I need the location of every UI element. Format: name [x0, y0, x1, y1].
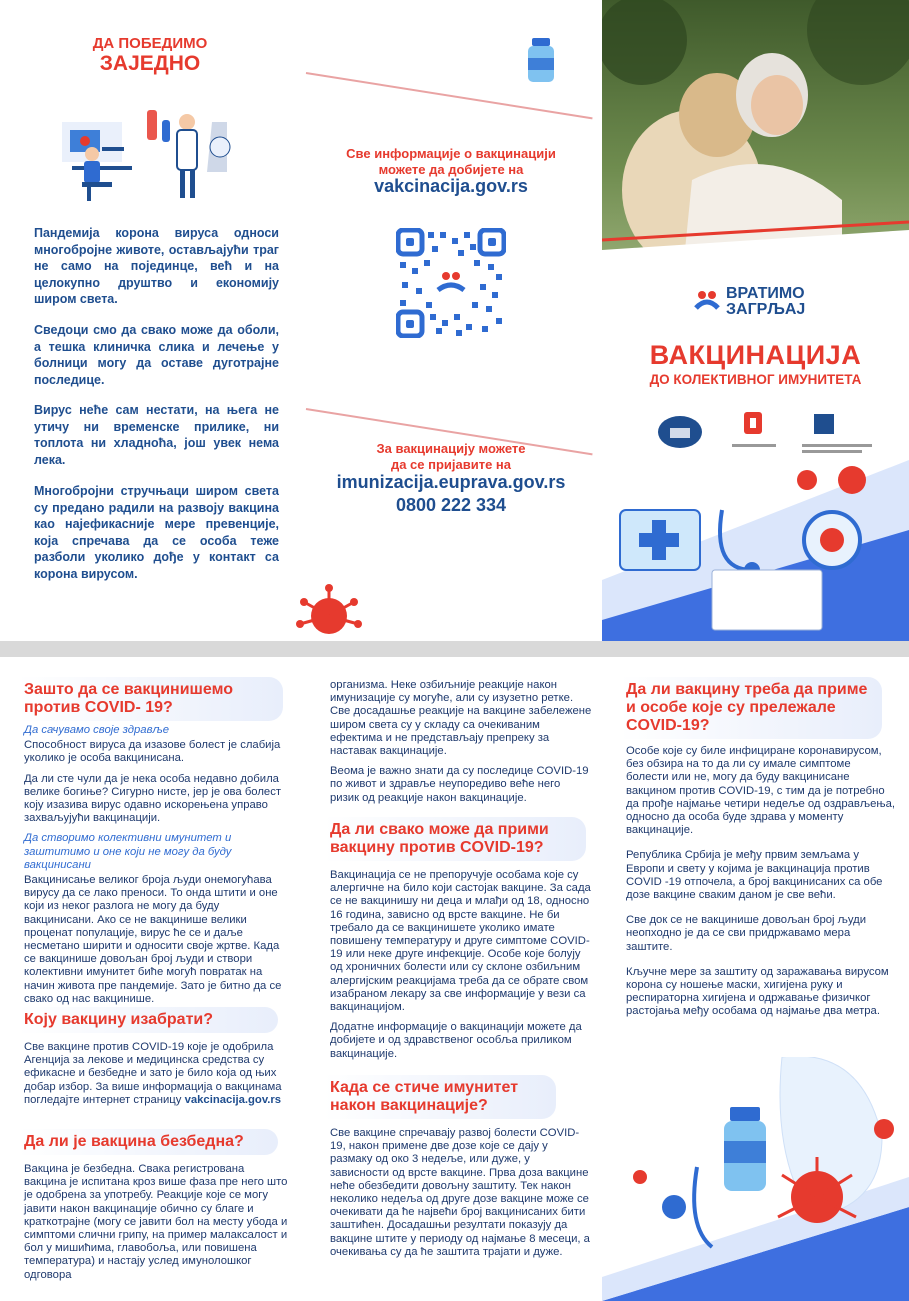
- paragraph: Вакцинација се не препоручује особама које су алергичне на било који састојак вакцине. За сада се не вакцинишу ни деца и млађи од 18, односно 16 година, зависно од врсте вакцине. Не би требало да се вакцинишете уколико имате повишену температуру и друге симптоме COVID-19 или неке друге инфекције. Особе које болују од хроничних болести или су склоне озбиљним алергијским реакцијама треба да се обрате свом изабраном лекару за све информације у вези са вакцинацијом.: [330, 869, 591, 1014]
- cover-front-panel: [602, 0, 909, 641]
- register-heading: [300, 441, 602, 473]
- brochure-subtitle: ДО КОЛЕКТИВНОГ ИМУНИТЕТА: [649, 372, 862, 387]
- who-can-receive-text: [330, 869, 592, 1068]
- inside-column-2: [300, 657, 602, 1301]
- which-vaccine-text: [24, 1041, 288, 1107]
- paragraph: Особе које су биле инфициране коронавирусом, без обзира на то да ли су имале симптоме болести или не, могу да буду вакцинисане вакцином против COVID-19, с тим да је потребно да прође најмање четири недеље од оздрављења, односно да особа буде здрава у моменту вакцинације.: [626, 745, 896, 837]
- immunity-timing-heading: Када се стиче имунитет након вакцинације?: [324, 1075, 556, 1119]
- vakcinacija-inline-link[interactable]: vakcinacija.gov.rs: [184, 1093, 282, 1106]
- paragraph: Способност вируса да изазове болест је слабија уколико је особа вакцинисана.: [24, 739, 281, 765]
- info-line2: можете да добијете на: [378, 162, 524, 177]
- hug-photo: [602, 0, 909, 280]
- paragraph: Вакцинисање великог броја људи онемогућава вирусу да се лако преноси. То онда штити и оне који из неког разлога не могу да буду вакцинисани. Ако се не вакцинише велики проценат популације, вирус ће се и даље несметано ширити и односити своје жртве. Када се вакцинише довољан број људи и створи колективни имунитет биће могућ повратак на начин живота пре пандемије. Зато је битно да се свако од нас вакцинише.: [24, 874, 282, 1005]
- safety-continued-text: [330, 679, 592, 812]
- which-vaccine-heading: Коју вакцину изабрати?: [18, 1007, 278, 1033]
- qr-code[interactable]: [396, 228, 506, 338]
- brochure-title: ВАКЦИНАЦИЈА: [649, 340, 862, 370]
- euprava-link[interactable]: imunizacija.euprava.gov.rs: [336, 472, 566, 492]
- paragraph: Република Србија је међу првим земљама у Европи и свету у којима је вакцинација против COVID -19 отпочела, а број вакцинисаних са обе дозе вакцине сваким даном је све већи.: [626, 849, 883, 902]
- vaccine-vial-icon: [510, 32, 570, 92]
- who-can-receive-heading: Да ли свако може да прими вакцину против COVID-19?: [324, 817, 586, 861]
- phone-number[interactable]: 0800 222 334: [395, 495, 507, 515]
- intro-paragraph-1: Пандемија корона вируса односи многобројне животе, остављајући траг не само на појединце, већ и на целокупно друштво и економију широм света.: [34, 226, 279, 306]
- brochure-inside: [0, 657, 909, 1301]
- medical-illustration: [602, 420, 909, 641]
- intro-paragraph-4: Многобројни стручњаци широм света су предано радили на развоју вакцина као најефикасније мере превенције, која спречава да се особа теже разболи уколико дође у контакт са корона вирусом.: [34, 484, 279, 581]
- lab-scientists-illustration: [62, 92, 242, 202]
- subheading-protect-health: Да сачувамо своје здравље: [24, 724, 170, 736]
- paragraph: Кључне мере за заштиту од заражавања вирусом корона су ношење маски, хигијена руку и респираторна хигијена и одржавање физичког растојања међу особама од најмање два метра.: [626, 965, 889, 1018]
- paragraph: Све док се не вакцинише довољан број људи неопходно је да се сви придржавамо мера заштите.: [626, 914, 867, 953]
- slogan: [0, 34, 300, 74]
- virus-icon: [294, 580, 364, 640]
- intro-paragraph-3: Вирус неће сам нестати, на њега не утичу ни временске прилике, ни топлота ни хладноћа, још увек нема лека.: [34, 403, 279, 467]
- intro-paragraph-2: Сведоци смо да свако може да оболи, а тешка клиничка слика и лечење у болници могу да оставе дуготрајне последице.: [34, 323, 279, 387]
- cover-middle-panel: [300, 0, 602, 641]
- immunity-timing-text: Све вакцине спречавају развој болести COVID-19, након примене две дозе које се дају у размаку од око 3 недеље, или дуже, у зависности од врсте вакцине. Прва доза вакцине неће обезбедити довољну заштиту. Тек након неколико недеља од друге дозе вакцине може се очекивати да ће највећи број вакцинисаних бити заштићен. Досадашњи резултати показују да вакцине штите у периоду од најмање 8 месеци, а очекивања су да ће заштита трајати и дуже.: [330, 1127, 590, 1258]
- info-heading: [300, 146, 602, 178]
- brand-line1: ВРАТИМО: [726, 285, 805, 302]
- brand-line2: ЗАГРЉАЈ: [726, 301, 806, 318]
- paragraph: организма. Неке озбиљније реакције након имунизације су могуће, али су изузетно ретке. Све досадашње реакције на вакцине забележене широм света су у складу са очекиваним ефектима и не представљају препреку за наставак вакцинације.: [330, 679, 592, 758]
- paragraph: Све вакцине против COVID-19 које је одобрила Агенција за лекове и медицинска средства су ефикасне и безбедне и зато је било која од њих добар избор. За више информација о вакцинама погледајте интернет страницу: [24, 1041, 282, 1106]
- slogan-line2: ЗАЈЕДНО: [99, 52, 201, 75]
- paragraph: Веома је важно знати да су последице COVID-19 по живот и здравље неупоредиво веће него ризик од реакције након вакцинације.: [330, 765, 589, 804]
- inside-column-3: [602, 657, 909, 1301]
- brand-logo: [694, 286, 805, 318]
- info-line1: Све информације о вакцинацији: [346, 146, 556, 161]
- recovered-persons-heading: Да ли вакцину треба да приме и особе које су прележале COVID-19?: [620, 677, 882, 739]
- recovered-persons-text: [626, 745, 896, 1026]
- brochure-outside: [0, 0, 909, 641]
- register-line1: За вакцинацију можете: [376, 441, 526, 456]
- inside-column-1: [0, 657, 300, 1301]
- cover-left-panel: [0, 0, 300, 641]
- register-line2: да се пријавите на: [390, 457, 512, 472]
- why-vaccinate-heading: Зашто да се вакцинишемо против COVID- 19?: [18, 677, 283, 721]
- hug-logo-icon: [694, 290, 720, 314]
- vaccine-safety-text: Вакцина је безбедна. Свака регистрована вакцина је испитана кроз више фаза пре него што је одобрена за употребу. Реакције које се могу јавити након вакцинације обично су благе и краткотрајне (могу се јавити бол на месту убода и симптоми слични грипу, на пример малаксалост и бол у мишићима, главобоља, или повишена температура) и настају услед имунолошког одговора: [24, 1163, 288, 1281]
- slogan-line1: ДА ПОБЕДИМО: [92, 35, 208, 52]
- vaccine-illustration: [602, 1057, 909, 1301]
- subheading-collective-immunity: Да створимо колективни имунитет и заштитимо и оне који не могу да буду вакцинисани: [24, 832, 232, 871]
- is-vaccine-safe-heading: Да ли је вакцина безбедна?: [18, 1129, 278, 1155]
- vakcinacija-link[interactable]: vakcinacija.gov.rs: [374, 176, 528, 196]
- paragraph: Да ли сте чули да је нека особа недавно добила велике богиње? Сигурно нисте, јер је ова болест коју изазива вирус одавно искорењена управо захваљујући вакцинацији.: [24, 772, 282, 825]
- paragraph: Додатне информације о вакцинацији можете да добијете и од здравственог особља приликом вакцинације.: [330, 1021, 582, 1060]
- why-vaccinate-text: [24, 724, 288, 1013]
